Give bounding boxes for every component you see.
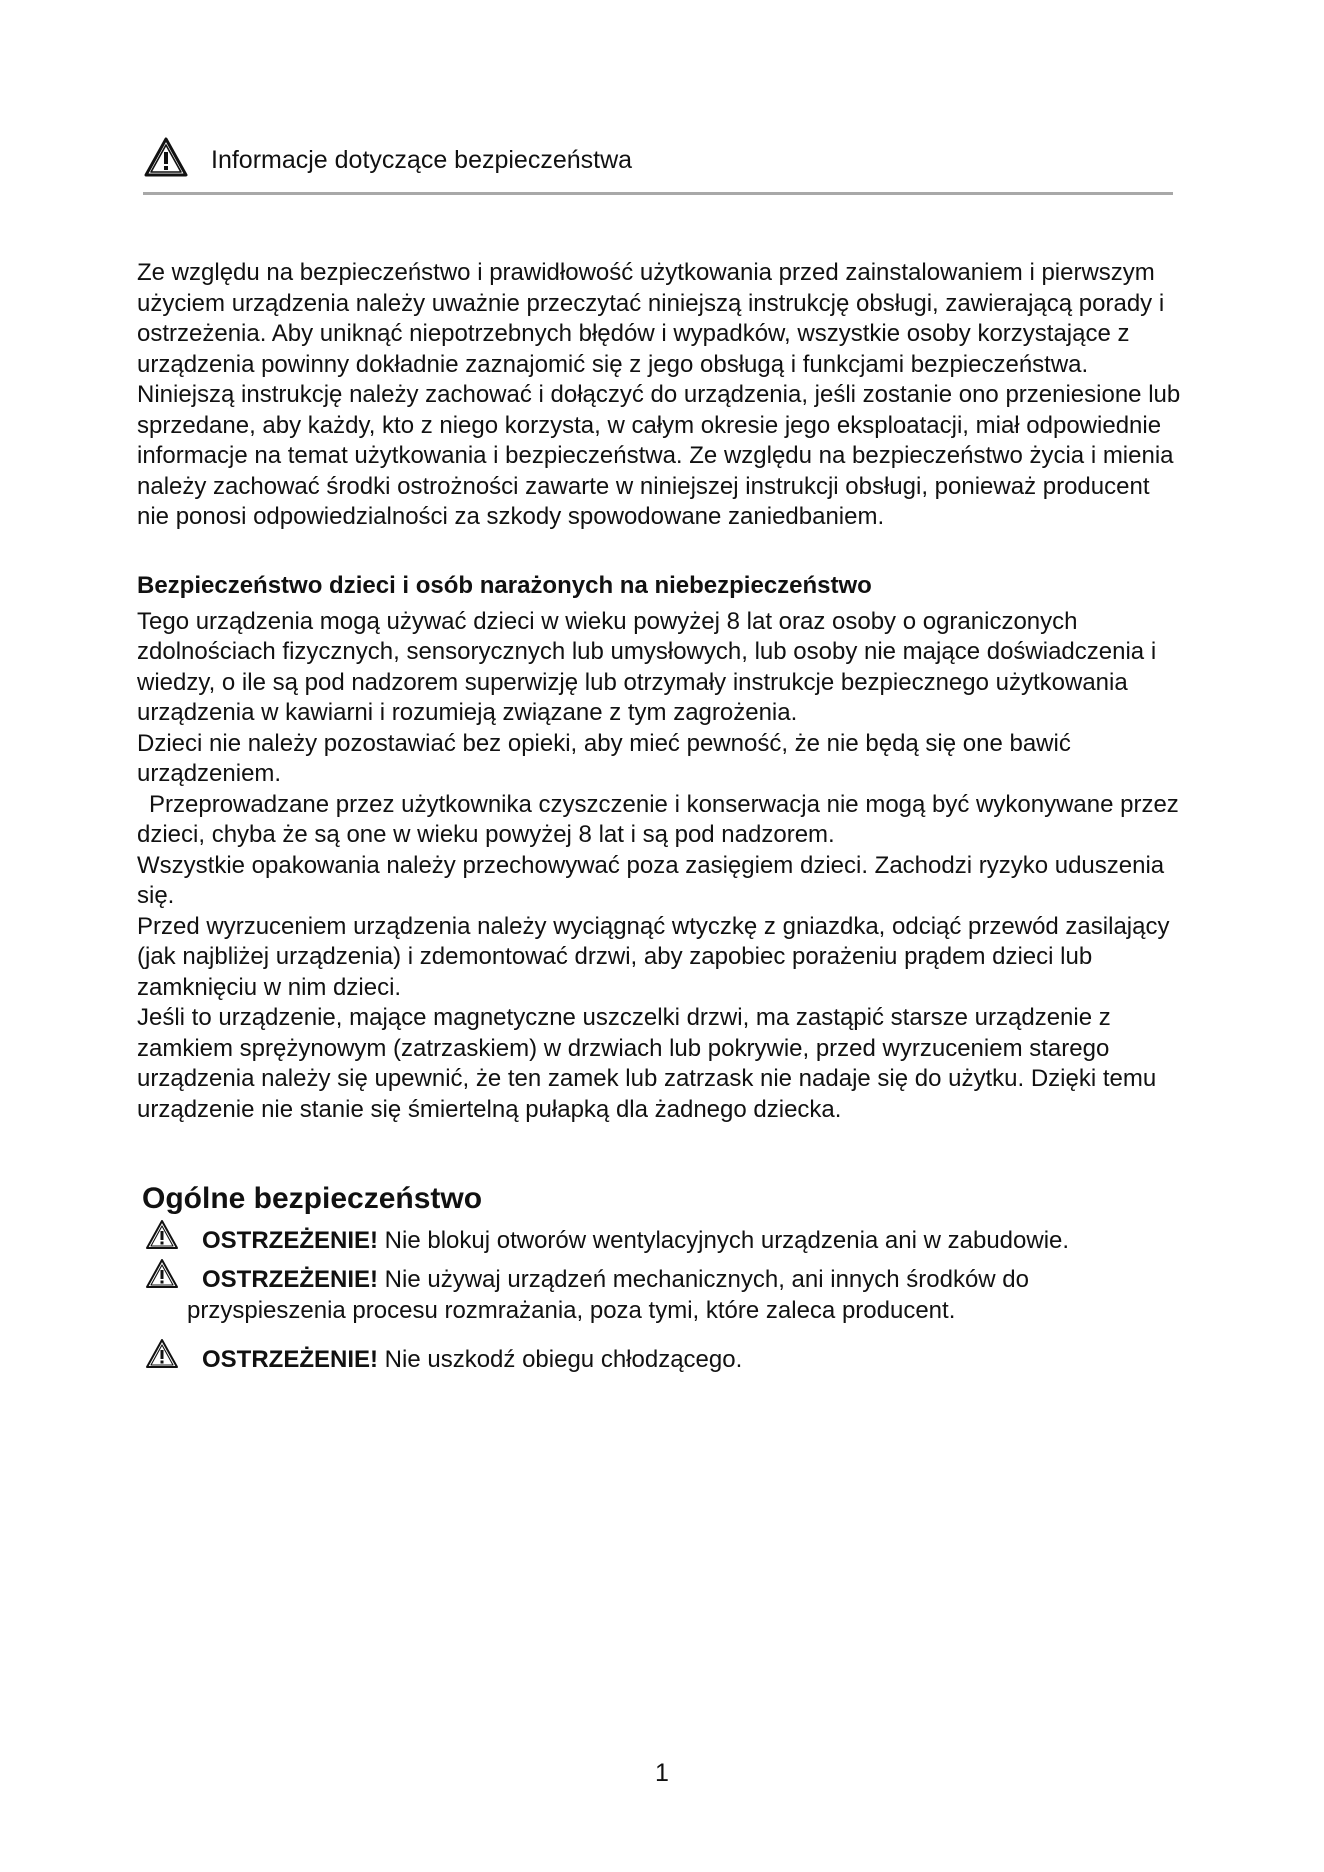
children-paragraph-4: Wszystkie opakowania należy przechowywać poza zasięgiem dzieci. Zachodzi ryzyko uduszenia się. xyxy=(137,851,1165,909)
warning-label: OSTRZEŻENIE! xyxy=(202,1227,379,1254)
warning-triangle-icon xyxy=(145,1219,179,1251)
children-paragraph-2: Dzieci nie należy pozostawiać bez opieki, aby mieć pewność, że nie będą się one bawić urządzeniem. xyxy=(137,729,1071,787)
page-number: 1 xyxy=(655,1759,669,1787)
header-divider xyxy=(143,192,1173,195)
general-safety-heading: Ogólne bezpieczeństwo xyxy=(142,1182,483,1215)
warning-text: Nie używaj urządzeń mechanicznych, ani innych środków do xyxy=(378,1266,1030,1293)
warning-item xyxy=(145,1264,1187,1326)
warning-triangle-icon xyxy=(145,1338,179,1370)
children-paragraph-3: Przeprowadzane przez użytkownika czyszczenie i konserwacja nie mogą być wykonywane przez dzieci, chyba że są one w wieku powyżej 8 lat i są pod nadzorem. xyxy=(137,790,1179,848)
children-paragraph-6: Jeśli to urządzenie, mające magnetyczne uszczelki drzwi, ma zastąpić starsze urządzenie z zamkiem sprężynowym (zatrzaskiem) w drzwiach lub pokrywie, przed wyrzuceniem starego urządzenia należy się upewnić, że ten zamek lub zatrzask nie nadaje się do użytku. Dzięki temu urządzenie nie stanie się śmiertelną pułapką dla żadnego dziecka. xyxy=(137,1004,1157,1123)
children-paragraph-5: Przed wyrzuceniem urządzenia należy wyciągnąć wtyczkę z gniazdka, odciąć przewód zasilający (jak najbliżej urządzenia) i zdemontować drzwi, aby zapobiec porażeniu prądem dzieci lub zamknięciu w nim dzieci. xyxy=(137,912,1170,1001)
warning-text: Nie blokuj otworów wentylacyjnych urządzenia ani w zabudowie. xyxy=(378,1227,1070,1254)
warning-text-continuation: przyspieszenia procesu rozmrażania, poza tymi, które zaleca producent. xyxy=(187,1297,956,1324)
warning-label: OSTRZEŻENIE! xyxy=(202,1346,379,1373)
page-header xyxy=(143,136,1173,198)
children-paragraph-1: Tego urządzenia mogą używać dzieci w wieku powyżej 8 lat oraz osoby o ograniczonych zdolnościach fizycznych, sensorycznych lub umysłowych, lub osoby nie mające doświadczenia i wiedzy, o ile są pod nadzorem superwizję lub otrzymały instrukcje bezpiecznego użytkowania urządzenia w kawiarni i rozumieją związane z tym zagrożenia. xyxy=(137,607,1157,726)
page-title: Informacje dotyczące bezpieczeństwa xyxy=(211,146,633,174)
warning-triangle-icon xyxy=(143,136,189,180)
document-body xyxy=(137,258,1187,1375)
warning-text: Nie uszkodź obiegu chłodzącego. xyxy=(378,1346,743,1373)
warning-item xyxy=(145,1225,1187,1256)
warning-item xyxy=(145,1344,1187,1375)
warning-label: OSTRZEŻENIE! xyxy=(202,1266,379,1293)
warning-triangle-icon xyxy=(145,1258,179,1290)
intro-paragraph: Ze względu na bezpieczeństwo i prawidłowość użytkowania przed zainstalowaniem i pierwszym użyciem urządzenia należy uważnie przeczytać niniejszą instrukcję obsługi, zawierającą porady i ostrzeżenia. Aby uniknąć niepotrzebnych błędów i wypadków, wszystkie osoby korzystające z urządzenia powinny dokładnie zaznajomić się z jego obsługą i funkcjami bezpieczeństwa. Niniejszą instrukcję należy zachować i dołączyć do urządzenia, jeśli zostanie ono przeniesione lub sprzedane, aby każdy, kto z niego korzysta, w całym okresie jego eksploatacji, miał odpowiednie informacje na temat użytkowania i bezpieczeństwa. Ze względu na bezpieczeństwo życia i mienia należy zachować środki ostrożności zawarte w niniejszej instrukcji obsługi, ponieważ producent nie ponosi odpowiedzialności za szkody spowodowane zaniedbaniem. xyxy=(137,259,1181,530)
children-safety-heading: Bezpieczeństwo dzieci i osób narażonych na niebezpieczeństwo xyxy=(137,571,872,599)
